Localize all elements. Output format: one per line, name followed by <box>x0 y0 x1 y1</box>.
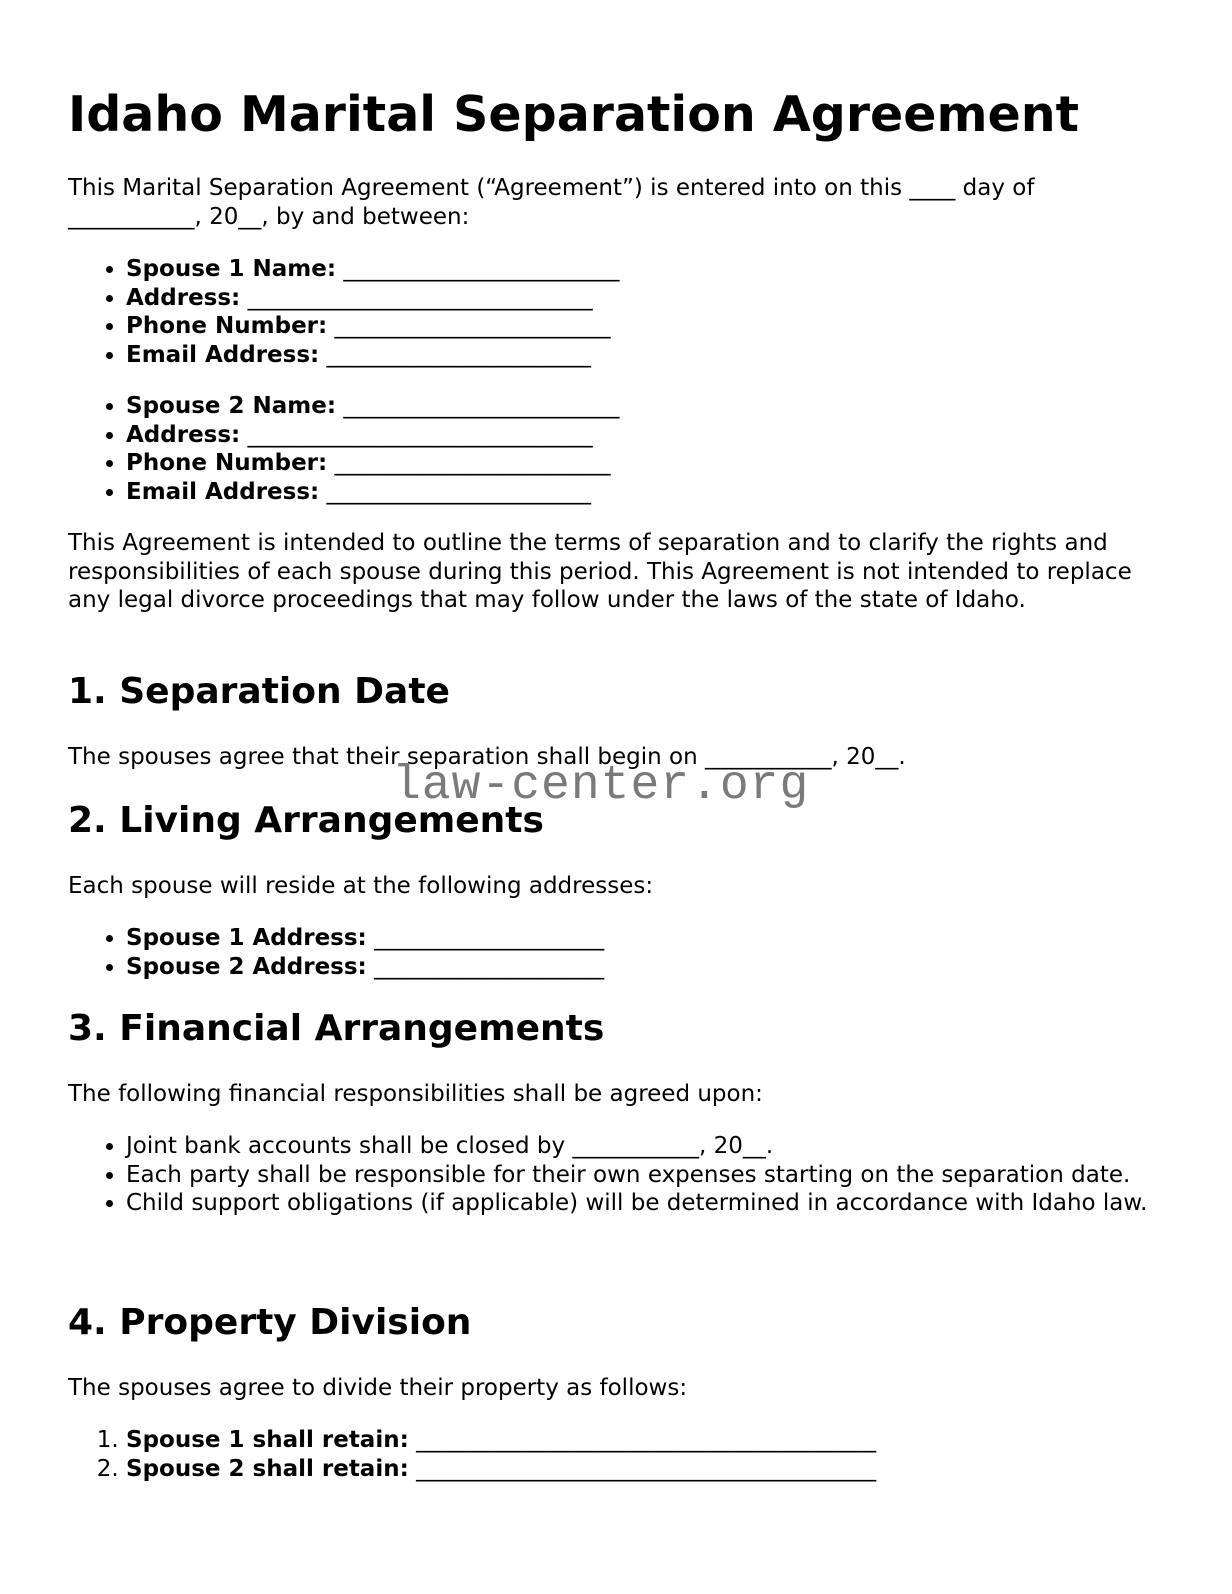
field-label: Spouse 1 Address: <box>126 925 367 951</box>
blank-line: _______________________ <box>326 478 592 505</box>
blank-line: ________________________ <box>343 256 620 282</box>
list-item <box>126 1455 1186 1484</box>
financial-arrangements-text: The following financial responsibilities shall be agreed upon: <box>68 1081 763 1107</box>
list-item <box>126 392 1186 421</box>
watermark: law-center.org <box>392 759 810 813</box>
field-label: Spouse 2 Address: <box>126 953 367 980</box>
section-heading-property-division: 4. Property Division <box>68 1302 472 1343</box>
field-label: Spouse 1 Name: <box>126 256 337 282</box>
field-label: Address: <box>126 421 241 448</box>
field-label: Spouse 2 Name: <box>126 393 337 419</box>
list-item: • Each party shall be responsible for their own expenses starting on the separation date. <box>126 1161 1186 1190</box>
financial-items-list <box>68 1132 1186 1218</box>
blank-line: ________________________ <box>334 450 611 476</box>
list-item: • Child support obligations (if applicable) will be determined in accordance with Idaho law. <box>126 1189 1186 1218</box>
list-item <box>126 421 1186 450</box>
list-item <box>126 1426 1186 1455</box>
purpose-paragraph: This Agreement is intended to outline the terms of separation and to clarify the rights and responsibilities of each spouse during this period. This Agreement is not intended to replace any legal divorce proceedings that may follow under the laws of the state of Idaho. <box>68 530 1132 613</box>
list-item <box>126 449 1186 478</box>
property-division-text: The spouses agree to divide their property as follows: <box>68 1375 688 1401</box>
field-label: Phone Number: <box>126 313 328 339</box>
field-label: Spouse 2 shall retain: <box>126 1455 409 1482</box>
field-label: Email Address: <box>126 478 320 505</box>
section-heading-separation-date: 1. Separation Date <box>68 671 450 712</box>
spouse2-details-list <box>68 392 1186 506</box>
section-heading-financial-arrangements: 3. Financial Arrangements <box>68 1008 605 1049</box>
blank-line: _______________________ <box>326 341 592 368</box>
list-item <box>126 953 1186 982</box>
field-label: Email Address: <box>126 341 320 368</box>
blank-line: ____________________ <box>374 925 605 951</box>
intro-paragraph: This Marital Separation Agreement (“Agreement”) is entered into on this ____ day of ___________, 20__, by and between: <box>68 175 1035 230</box>
field-label: Address: <box>126 284 241 311</box>
field-label: Spouse 1 shall retain: <box>126 1427 409 1453</box>
list-item <box>126 284 1186 313</box>
list-item <box>126 478 1186 507</box>
blank-line: ________________________ <box>334 313 611 339</box>
blank-line: ____________________ <box>374 953 605 980</box>
list-item <box>126 924 1186 953</box>
list-item <box>126 312 1186 341</box>
list-item: • Joint bank accounts shall be closed by ___________, 20__. <box>126 1132 1186 1161</box>
blank-line: ________________________ <box>343 393 620 419</box>
blank-line: ______________________________ <box>247 284 593 311</box>
blank-line: ______________________________ <box>247 421 593 448</box>
list-item <box>126 255 1186 284</box>
living-addresses-list <box>68 924 1186 981</box>
list-item <box>126 341 1186 370</box>
page-title: Idaho Marital Separation Agreement <box>68 86 1080 143</box>
property-division-list <box>68 1426 1186 1483</box>
spouse1-details-list <box>68 255 1186 369</box>
living-arrangements-text: Each spouse will reside at the following addresses: <box>68 873 654 899</box>
section-heading-living-arrangements: 2. Living Arrangements <box>68 800 544 841</box>
blank-line: ________________________________________ <box>416 1455 877 1482</box>
separation-date-text: The spouses agree that their separation shall begin on ___________, 20__. <box>68 744 906 770</box>
field-label: Phone Number: <box>126 450 328 476</box>
blank-line: ________________________________________ <box>416 1427 877 1453</box>
